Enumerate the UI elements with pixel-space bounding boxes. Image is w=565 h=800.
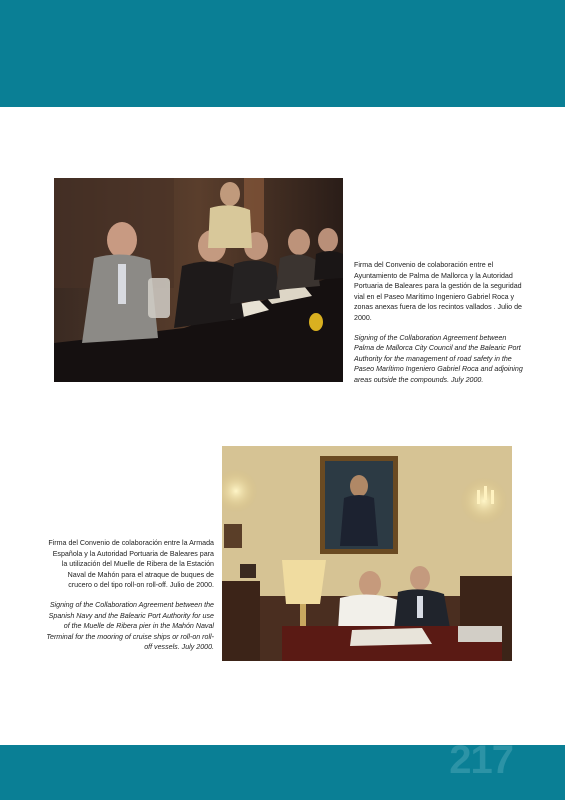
caption-spanish: Firma del Convenio de colaboración entre la Armada Española y la Autoridad Portuaria de Baleares para la utilización del Muelle de Ribera de la Estación Naval de Mahón para el atraque de buques de crucero o del tipo roll-on roll-off. Julio de 2000. xyxy=(48,539,214,590)
signing-photo-city-council xyxy=(54,178,343,382)
page-number: 217 xyxy=(449,738,513,782)
caption-spanish-navy xyxy=(46,538,214,653)
caption-english: Signing of the Collaboration Agreement between Palma de Mallorca City Council and the Balearic Port Authority for the management of road safety in the Paseo Marítimo Ingeniero Gabriel Roca and adjoining areas outside the compounds. July 2000. xyxy=(354,333,523,384)
caption-spanish: Firma del Convenio de colaboración entre el Ayuntamiento de Palma de Mallorca y la Autoridad Portuaria de Baleares para la gestión de la seguridad vial en el Paseo Marítimo Ingeniero Gabriel Roca y zonas anexas fuera de los recintos vallados . Julio de 2000. xyxy=(354,261,522,322)
signing-photo-spanish-navy xyxy=(222,446,512,661)
caption-english: Signing of the Collaboration Agreement between the Spanish Navy and the Balearic Port Authority for use of the Muelle de Ribera pier in the Mahón Naval Terminal for the mooring of cruise ships or roll-on roll-off vessels. July 2000. xyxy=(46,600,214,652)
caption-city-council xyxy=(354,260,524,386)
header-band xyxy=(0,0,565,107)
